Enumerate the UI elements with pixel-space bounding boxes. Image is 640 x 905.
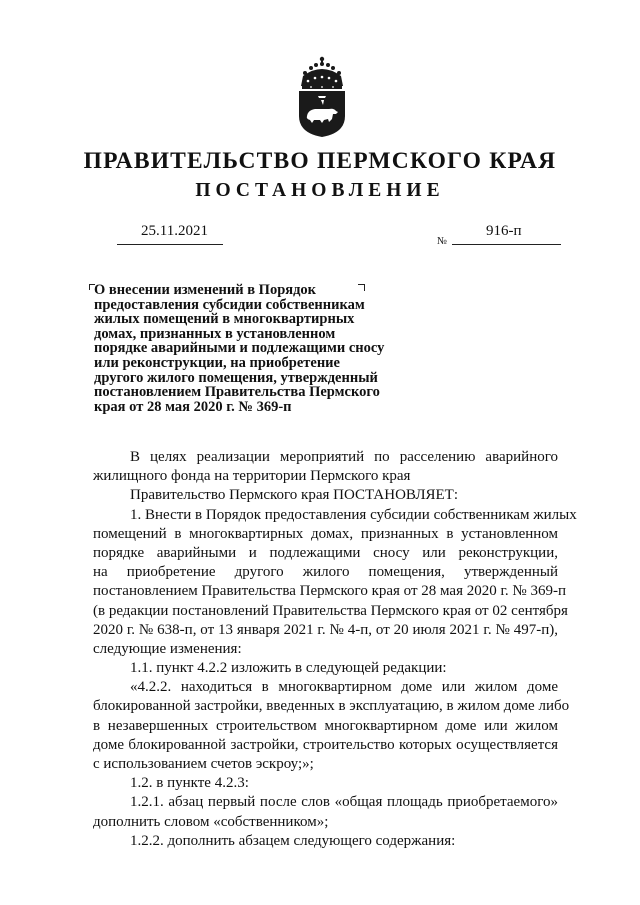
body-line: порядке аварийными и подлежащими сносу или реконструкции, [93, 544, 558, 561]
body-line: В целях реализации мероприятий по расселению аварийного [130, 449, 558, 465]
body-line: (в редакции постановлений Правительства Пермского края от 02 сентября [93, 602, 568, 619]
document-date: 25.11.2021 [141, 223, 208, 239]
crown-icon [301, 57, 343, 89]
body-line: блокированной застройки, введенных в эксплуатацию, в жилом доме либо [93, 698, 570, 715]
subject-line: предоставления субсидии собственникам [94, 296, 365, 313]
body-line: 1. Внести в Порядок предоставления субсидии собственникам жилых [130, 506, 577, 523]
body-line: «4.2.2. находиться в многоквартирном доме или жилом доме [130, 679, 558, 696]
body-line: постановлением Правительства Пермского края от 28 мая 2020 г. № 369-п [93, 583, 567, 600]
subject-line: края от 28 мая 2020 г. № 369-п [94, 398, 292, 415]
body-line: с использованием счетов эскроу;»; [93, 756, 314, 772]
body-line: дополнить словом «собственником»; [93, 813, 329, 830]
number-sign: № [437, 236, 448, 247]
government-title: ПРАВИТЕЛЬСТВО ПЕРМСКОГО КРАЯ [83, 148, 557, 174]
subject-line: порядке аварийными и подлежащими сносу [94, 340, 385, 357]
body-line: 1.2. в пункте 4.2.3: [130, 775, 249, 792]
body-line: Правительство Пермского края ПОСТАНОВЛЯЕТ: [130, 487, 459, 504]
body-line: доме блокированной застройки, строительство которых осуществляется [93, 736, 558, 753]
subject-line: жилых помещений в многоквартирных [94, 311, 355, 328]
subject-line: постановлением Правительства Пермского [94, 384, 380, 401]
body-line: 1.2.2. дополнить абзацем следующего содержания: [130, 832, 456, 849]
document-body [93, 448, 577, 851]
body-line: в незавершенных строительством многоквартирном доме или жилом [93, 717, 558, 734]
body-line: следующие изменения: [93, 640, 242, 657]
subject-line: другого жилого помещения, утвержденный [94, 369, 378, 386]
body-line: 1.2.1. абзац первый после слов «общая площадь приобретаемого» [130, 794, 558, 811]
body-line: на приобретение другого жилого помещения, утвержденный [93, 564, 558, 581]
coat-of-arms-icon [291, 56, 353, 138]
body-line: жилищного фонда на территории Пермского края [93, 468, 411, 485]
subject-line: О внесении изменений в Порядок [94, 282, 317, 298]
subject-line: домах, признанных в установленном [94, 325, 336, 342]
subject-line: или реконструкции, на приобретение [94, 354, 340, 371]
document-number: 916-п [486, 223, 522, 239]
date-underline [117, 244, 223, 245]
body-line: 1.1. пункт 4.2.2 изложить в следующей редакции: [130, 660, 447, 677]
body-line: помещений в многоквартирных домах, признанных в установленном [93, 525, 558, 542]
number-underline [452, 244, 561, 245]
document-subject [94, 283, 394, 414]
document-type-title: ПОСТАНОВЛЕНИЕ [195, 180, 445, 201]
body-line: 2020 г. № 638-п, от 13 января 2021 г. № 4-п, от 20 июля 2021 г. № 497-п), [93, 621, 558, 638]
